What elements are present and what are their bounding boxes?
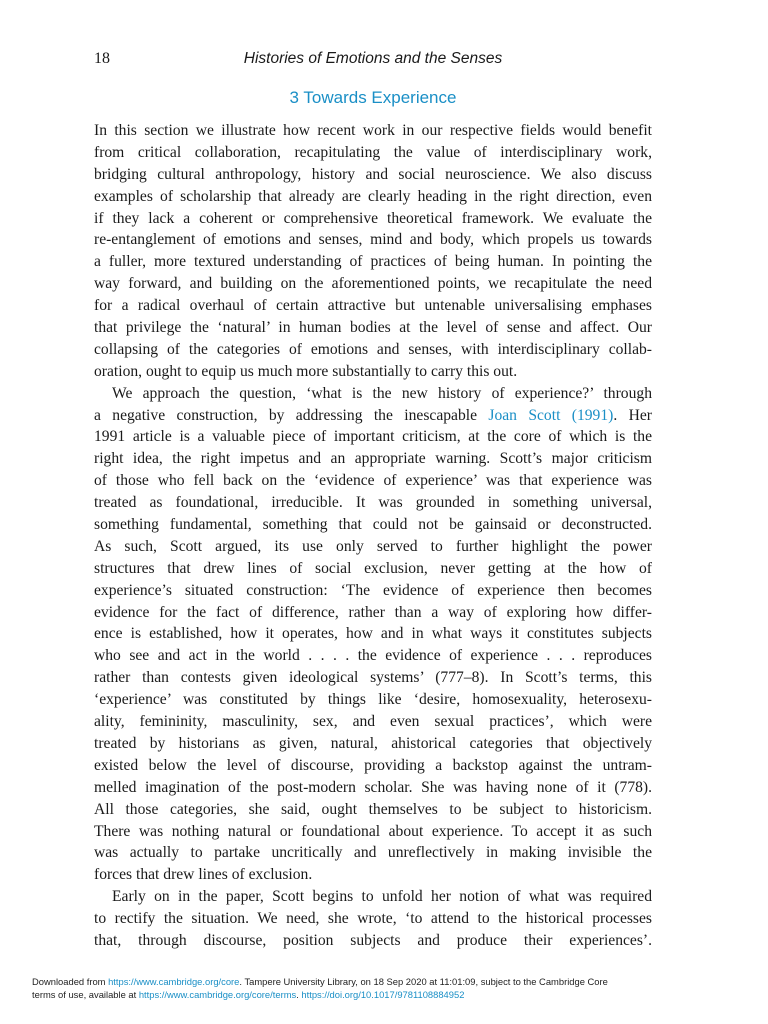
text-line: that privilege the ‘natural’ in human bodies at the level of sense and affect. Our [94, 319, 652, 337]
text-line: 1991 article is a valuable piece of important criticism, at the core of which is the [94, 428, 652, 446]
text-line: who see and act in the world . . . . the evidence of experience . . . reproduces [94, 647, 652, 665]
footer-line-2 [32, 988, 752, 1001]
text-line: for a radical overhaul of certain attractive but untenable universalising emphases [94, 297, 652, 315]
text-line: treated by historians as given, natural, ahistorical categories that objectively [94, 734, 652, 752]
doi-link[interactable]: https://doi.org/10.1017/9781108884952 [301, 989, 465, 1000]
footer-line-1 [32, 975, 752, 988]
terms-link[interactable]: https://www.cambridge.org/core/terms [138, 989, 297, 1000]
footer-text: . Tampere University Library, on 18 Sep 2020 at 11:01:09, subject to the Cambridge Core [239, 976, 608, 987]
text-line: As such, Scott argued, its use only served to further highlight the power [94, 537, 652, 555]
text-line-with-citation [94, 405, 652, 427]
text-line: treated as foundational, irreducible. It was grounded in something universal, [94, 494, 652, 512]
text-line: forces that drew lines of exclusion. [94, 866, 313, 884]
text-line: from critical collaboration, recapitulating the value of interdisciplinary work, [94, 143, 652, 161]
citation-link[interactable]: Joan Scott (1991) [488, 406, 614, 424]
text-line: existed below the level of discourse, providing a backstop against the untram- [94, 756, 652, 774]
running-title: Histories of Emotions and the Senses [243, 50, 503, 67]
text-line: a fuller, more textured understanding of practices of being human. In pointing the [94, 253, 652, 271]
text-line: something fundamental, something that could not be gainsaid or deconstructed. [94, 516, 652, 534]
text-line: examples of scholarship that already are clearly heading in the right direction, even [94, 187, 652, 205]
text-line: bridging cultural anthropology, history and social neuroscience. We also discuss [94, 165, 652, 183]
text-line: re-entanglement of emotions and senses, mind and body, which propels us towards [94, 231, 652, 249]
text-line: way forward, and building on the aforementioned points, we recapitulate the need [94, 275, 652, 293]
text-line: rather than contests given ideological systems’ (777–8). In Scott’s terms, this [94, 669, 652, 687]
text-line: oration, ought to equip us much more substantially to carry this out. [94, 362, 518, 380]
text-fragment: a negative construction, by addressing the inescapable [94, 406, 478, 424]
text-line: ality, femininity, masculinity, sex, and even sexual practices’, which were [94, 713, 652, 731]
body-text [94, 120, 652, 952]
download-footer [32, 975, 752, 1001]
core-link[interactable]: https://www.cambridge.org/core [108, 976, 240, 987]
text-line: structures that drew lines of social exclusion, never getting at the how of [94, 559, 652, 577]
text-line: Early on in the paper, Scott begins to unfold her notion of what was required [112, 888, 652, 906]
text-line: right idea, the right impetus and an appropriate warning. Scott’s major criticism [94, 450, 652, 468]
footer-text: . [296, 989, 299, 1000]
text-fragment: . Her [613, 406, 652, 424]
text-line: of those who fell back on the ‘evidence of experience’ was that experience was [94, 472, 652, 490]
footer-text: terms of use, available at [32, 989, 137, 1000]
section-heading: 3 Towards Experience [289, 88, 457, 107]
text-line: ‘experience’ was constituted by things like ‘desire, homosexuality, heterosexu- [94, 691, 652, 709]
text-line: In this section we illustrate how recent work in our respective fields would benefit [94, 122, 652, 139]
text-line: There was nothing natural or foundational about experience. To accept it as such [94, 822, 652, 840]
footer-text: Downloaded from [32, 976, 106, 987]
text-line: that, through discourse, position subjects and produce their experiences’. [94, 931, 652, 949]
text-line: evidence for the fact of difference, rather than a way of exploring how differ- [94, 603, 652, 621]
text-line: All those categories, she said, ought themselves to be subject to historicism. [94, 800, 652, 818]
page-number: 18 [94, 50, 110, 67]
text-line: if they lack a coherent or comprehensive theoretical framework. We evaluate the [94, 209, 652, 227]
text-line: collapsing of the categories of emotions and senses, with interdisciplinary collab- [94, 340, 652, 358]
text-line: ence is established, how it operates, how and in what ways it constitutes subjects [94, 625, 652, 643]
text-line: melled imagination of the post-modern scholar. She was having none of it (778). [94, 778, 652, 796]
text-line: to rectify the situation. We need, she wrote, ‘to attend to the historical processes [94, 910, 652, 928]
text-line: We approach the question, ‘what is the new history of experience?’ through [112, 384, 652, 402]
text-line: experience’s situated construction: ‘The evidence of experience then becomes [94, 581, 652, 599]
text-line: was actually to partake uncritically and unreflectively in making invisible the [94, 844, 652, 862]
running-head [94, 50, 652, 72]
